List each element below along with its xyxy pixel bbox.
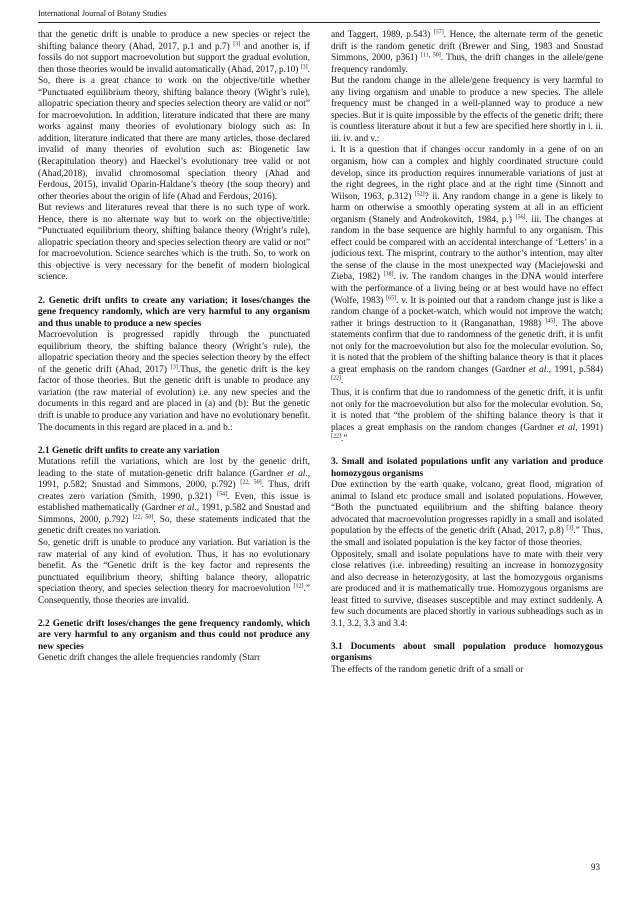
paragraph: But reviews and literatures reveal that there is no such type of work. Hence, there is no alternate way but to work on the objective/title: “Punctuated equilibrium theory, shifting balance theory (Wright’s rule), allopatric speciation theory and species selection theory are valid or not” for macroevolution. Science searches which is the truth. So, to work on this objective is very necessary for the benefit of modern biological science. (38, 203, 310, 283)
paragraph: Mutations refill the variations, which are lost by the genetic drift, leading to the state of mutation-genetic drift balance (Gardner et al., 1991, p.582; Snustad and Simmons, 2000, p.792) [22, 50]. Thus, drift creates zero variation (Smith, 1990, p.321) [54]. Even, this issue is established mathematically (Gardner et al., 1991, p.582 and Snustad and Simmons, 2000, p.792) [22, 50]. So, these statements indicated that the genetic drift creates no variation. (38, 457, 311, 537)
section-heading: 2.2 Genetic drift loses/changes the gene frequency randomly, which are very harmful to any organism and thus could not produce any new species (38, 618, 310, 652)
paragraph: Thus, it is confirm that due to randomness of the genetic drift, it is unfit not only for the macroevolution but also for the molecular evolution. So, it is noted that “the problem of the shifting balance theory is that it places a great emphasis on the random changes (Gardner et al, 1991) [22].” (331, 387, 604, 445)
journal-header: International Journal of Botany Studies (38, 9, 167, 18)
paragraph: So, genetic drift is unable to produce any variation. But variation is the raw material of any kind of evolution. Thus, it has no evolutionary benefit. As the “Genetic drift is the key factor and represents the punctuated equilibrium theory, shifting balance theory, allopatric speciation theory, and species selection theory for macroevolution [12].” Consequently, those theories are invalid. (38, 537, 310, 606)
paragraph: But the random change in the allele/gene frequency is very harmful to any living organism and unable to produce a new species. The allele frequency must be changed in a well-planned way to produce a new species. But it is quite impossible by the effects of the genetic drift; there is countless literature about it but a few are specified here shortly in i. ii. iii. iv. and v.: (331, 76, 603, 144)
section-heading: 2. Genetic drift unfits to create any variation; it loses/changes the gene frequency randomly, which are very harmful to any organism and thus unable to produce a new species (38, 295, 310, 329)
paragraph: that the genetic drift is unable to produce a new species or reject the shifting balance theory (Ahad, 2017, p.1 and p.7) [3] and another is, if fossils do not support macroevolution but support the gradual evolution, then those theories would be invalid automatically (Ahad, 2017, p.10) [3]. So, there is a great chance to work on the objective/title whether “Punctuated equilibrium theory, shifting balance theory (Wight’s rule), allopatric speciation theory and species selection theory are valid or not” for macroevolution. In addition, literature indicated that there are many works against many theories of evolutionary biology such as: In addition, literature indicated that there are many articles, those declared invalid of many theories of evolution such as: Biogenetic law (Recapitulation theory) and Haeckel’s evolutionary tree valid or not (Ahad,2018), invalid chromosomal speciation theory (Ahad and Ferdous, 2015), invalid Oparin-Haldane’s theory (the soup theory) and other theories about the origin of life (Ahad and Ferdous, 2016). (38, 30, 310, 202)
paragraph: Macroevolution is progressed rapidly through the punctuated equilibrium theory, the shifting balance theory (Wright’s rule), the allopatric speciation theory and the species selection theory by the effect of the genetic drift (Ahad, 2017) [3].Thus, the genetic drift is the key factor of those theories. But the genetic drift is unable to produce any variation (the raw material of evolution) i.e. any new species and the documents in this regard and are placed in (a) and (b): But the genetic drift is unable to produce any variation and have no evolutionary benefit. The documents in this regard are placed in a. and b.: (38, 330, 310, 433)
paragraph: Due extinction by the earth quake, volcano, great flood, migration of animal to Island etc produce small and isolated populations. However, “Both the punctuated equilibrium and the shifting balance theory advocated that macroevolution progresses rapidly in a small and isolated population by the effects of the genetic drift (Ahad, 2017, p.8) [3].” Thus, the small and isolated population is the key factor of those theories. (331, 480, 603, 549)
section-heading: 3. Small and isolated populations unfit any variation and produce homozygous organisms (331, 457, 603, 479)
paragraph: The effects of the random genetic drift of a small or (331, 664, 524, 675)
right-column (331, 30, 603, 677)
paragraph: i. It is a question that if changes occur randomly in a gene of on an organism, how can a complex and highly coordinated structure could develop, since its production requires innumerable variations of just at the right degrees, in the right place and at the right time (Sinnott and Wilson, 1963, p.312) [52]? ii. Any random change in a gene is likely to harm on otherwise a smoothly operating system at all in an efficient organism (Stanely and Androkovitch, 1984, p.) [56]. iii. The changes at random in the base sequence are highly harmful to any organism. This effect could be compared with an accidental interchange of ‘Letters’ in a judicious text. The misprint, contrary to the author’s intention, may alter the sense of the clause in the most unexpected way (Maciejowski and Zieba, 1982) [38]. iv. The random changes in the DNA would interfere with the performance of a living being or at best would have no effect (Wolfe, 1983) [65]. v. It is pointed out that a random change just is like a random change of a pocket-watch, which would not improve the watch; rather it brings destruction to it (Ranganathan, 1988) [45]. The above statements confirm that due to randomness of the genetic drift, it is unfit not only for the macroevolution but also for the molecular evolution. So, it is noted that the problem of the shifting balance theory is that it places a great emphasis on the random changes (Gardner et al., 1991, p.584) [22]. (331, 145, 604, 387)
paragraph: and Taggert, 1989, p.543) [57]. Hence, the alternate term of the genetic drift is the random genetic drift (Brewer and Sing, 1983 and Snustad Simmons, 2000, p361) [11, 50]. Thus, the drift changes in the allele/gene frequency randomly. (331, 29, 603, 75)
section-heading: 3.1 Documents about small population produce homozygous organisms (331, 641, 603, 664)
section-heading: 2.1 Genetic drift unfits to create any variation (38, 445, 220, 456)
header-rule (38, 22, 600, 23)
paragraph: Genetic drift changes the allele frequencies randomly (Starr (38, 653, 261, 664)
paragraph: Oppositely, small and isolate populations have to mate with their very close relatives (i.e. inbreeding) resulting an increase in homozygosity and also decrease in heterozygosity, at last the homozygous organisms are produced and it is mathematically true. Homozygous organisms are least fitted to survive, diseases susceptible and may extinct suddenly. A few such documents are placed shortly in various subheadings such as in 3.1, 3.2, 3.3 and 3.4: (331, 549, 603, 629)
page-number: 93 (591, 862, 600, 872)
left-column (38, 30, 310, 665)
